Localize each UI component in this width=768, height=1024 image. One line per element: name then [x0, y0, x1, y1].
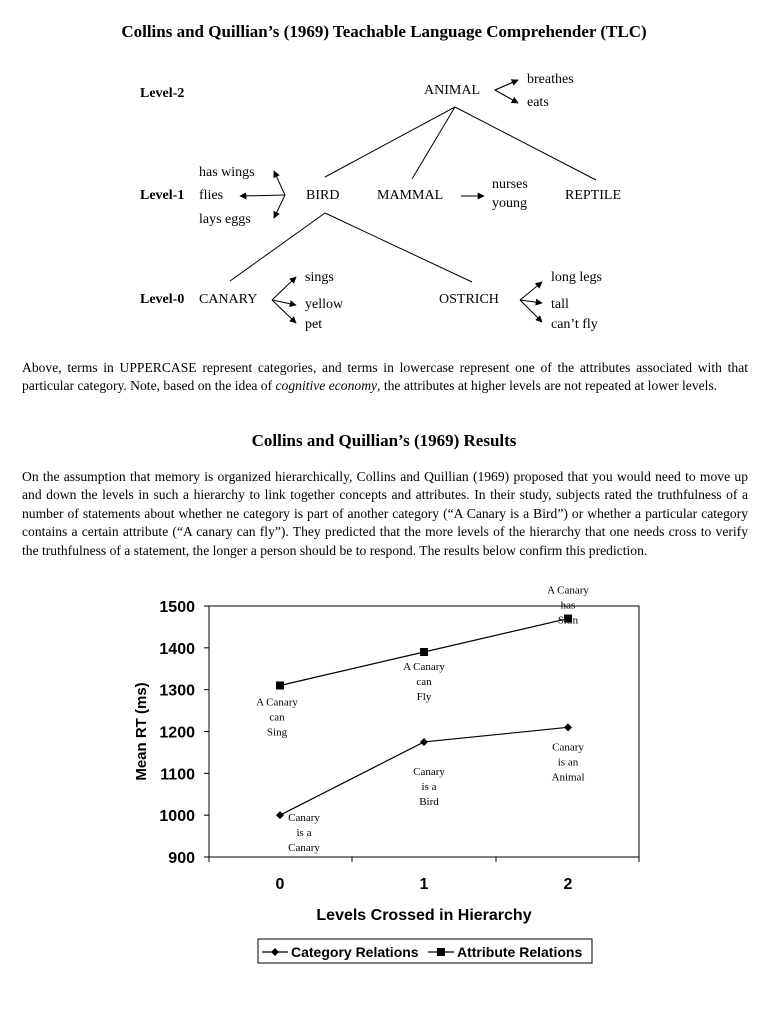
x-tick-label: 0	[275, 876, 285, 893]
node-ostrich: OSTRICH	[439, 292, 499, 307]
x-axis-label: Levels Crossed in Hierarchy	[316, 907, 532, 924]
legend-label-attribute: Attribute Relations	[457, 944, 583, 960]
arrow-ostrich-tall	[520, 300, 542, 303]
category-annotation-1: is a	[421, 780, 437, 793]
caption-text-before: Above, terms in UPPERCASE represent categories, and terms in lowercase represent one of the attributes associated with that particular category. Note, based on the idea of	[22, 360, 748, 394]
category-annotation-0: Canary	[288, 842, 320, 855]
diagram-caption	[22, 359, 748, 396]
node-reptile: REPTILE	[565, 188, 621, 203]
attribute-point-0	[276, 681, 284, 689]
caption-emphasis: cognitive economy	[275, 378, 378, 394]
category-annotation-1: Canary	[413, 765, 445, 778]
y-tick-label: 1200	[159, 724, 195, 742]
arrow-bird-flies	[240, 195, 285, 196]
arrow-ostrich-long-legs	[520, 282, 542, 300]
attribute-annotation-2: A Canary	[547, 585, 589, 597]
y-tick-label: 1500	[159, 599, 195, 616]
category-annotation-0: Canary	[288, 812, 320, 825]
attr-young: young	[492, 196, 527, 211]
category-annotation-2: is an	[557, 756, 579, 769]
level-0-label: Level-0	[140, 292, 185, 307]
edge-bird-ostrich	[325, 213, 472, 282]
attr-lays-eggs: lays eggs	[199, 212, 251, 227]
category-annotation-1: Bird	[419, 795, 439, 808]
attr-breathes: breathes	[527, 72, 574, 87]
arrow-bird-lays-eggs	[274, 195, 285, 218]
arrow-ostrich-cant-fly	[520, 300, 542, 322]
attr-yellow: yellow	[305, 297, 344, 312]
category-point-2	[564, 723, 572, 731]
node-canary: CANARY	[199, 292, 258, 307]
results-text: On the assumption that memory is organized hierarchically, Collins and Quillian (1969) proposed that you would need to move up and down the levels in such a hierarchy to link together concepts and attributes. In their study, subjects rated the truthfulness of a number of statements about whether ne category is part of another category (“A Canary is a Bird”) or whether a particular category contains a certain attribute (“A canary can fly”). They predicted that the more levels of the hierarchy that one needs cross to verify the truthfulness of a statement, the longer a person should be to respond. The results below confirm this prediction.	[22, 469, 748, 558]
edge-animal-reptile	[455, 107, 596, 180]
x-tick-label: 1	[419, 876, 429, 893]
attribute-point-1	[420, 648, 428, 656]
arrow-bird-has-wings	[274, 171, 285, 195]
attribute-annotation-1: A Canary	[403, 661, 445, 674]
category-annotation-0: is a	[296, 827, 312, 840]
level-1-label: Level-1	[140, 188, 185, 203]
edge-animal-bird	[325, 107, 455, 177]
rt-line-chart	[0, 585, 768, 975]
attribute-annotation-2: has	[560, 599, 576, 612]
category-point-0	[276, 811, 284, 819]
y-tick-label: 1300	[159, 682, 195, 700]
node-animal: ANIMAL	[424, 83, 480, 98]
attribute-annotation-2: Skin	[557, 614, 579, 627]
x-tick-label: 2	[563, 876, 573, 893]
y-tick-label: 900	[168, 850, 195, 867]
page-title: Collins and Quillian’s (1969) Teachable Language Comprehender (TLC)	[121, 22, 647, 41]
legend-label-category: Category Relations	[291, 944, 419, 960]
y-tick-label: 1400	[159, 640, 195, 658]
y-tick-label: 1000	[159, 808, 195, 826]
attr-tall: tall	[551, 297, 569, 312]
node-mammal: MAMMAL	[377, 188, 444, 203]
category-annotation-2: Canary	[552, 741, 584, 754]
attr-long-legs: long legs	[551, 270, 602, 285]
attr-sings: sings	[305, 270, 334, 285]
category-annotation-2: Animal	[551, 771, 585, 784]
y-axis-label: Mean RT (ms)	[133, 682, 150, 781]
attr-eats: eats	[527, 95, 549, 110]
attribute-annotation-1: Fly	[416, 691, 432, 704]
hierarchy-diagram	[0, 60, 768, 350]
y-tick-label: 1100	[160, 766, 195, 784]
caption-text-after: , the attributes at higher levels are not repeated at lower levels.	[377, 378, 718, 394]
attribute-annotation-0: can	[269, 711, 285, 724]
attr-flies: flies	[199, 188, 224, 203]
arrow-canary-sings	[272, 277, 296, 300]
arrow-canary-pet	[272, 300, 296, 323]
node-bird: BIRD	[306, 188, 340, 203]
level-2-label: Level-2	[140, 86, 185, 101]
edge-animal-mammal	[412, 107, 455, 179]
attr-cant-fly: can’t fly	[551, 317, 598, 332]
results-title: Collins and Quillian’s (1969) Results	[251, 431, 517, 450]
attribute-annotation-0: A Canary	[256, 696, 298, 709]
attr-has-wings: has wings	[199, 165, 255, 180]
attr-nurses: nurses	[492, 177, 528, 192]
attr-pet: pet	[305, 317, 323, 332]
attribute-annotation-0: Sing	[266, 726, 288, 739]
arrow-canary-yellow	[272, 300, 296, 305]
category-point-1	[420, 738, 428, 746]
attribute-annotation-1: can	[416, 676, 432, 689]
legend-marker-attribute	[437, 948, 445, 956]
